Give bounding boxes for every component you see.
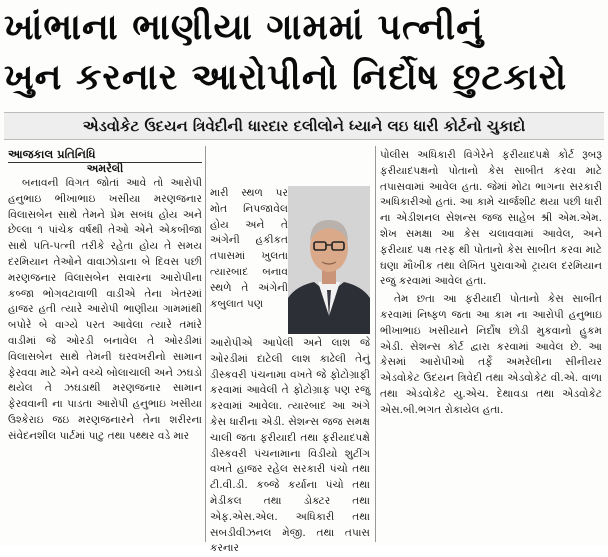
column-1-text: બનાવની વિગત જોતાં આવે તો આરોપી હનુભાઇ ભીખાભાઇ ખસીયા મરણજનાર વિલાસબેન સાથે તેમને પ્રેમ સબંધ હોય અને છેલ્લા ૧ પાંચેક વર્ષથી તેઓ એને એકબીજા સાથે પતિ-પત્ની તરીકે રહેતા હોય તે સમય દરમિયાન તેઓને વાવાઝોડાના બે દિવસ પછી મરણજનાર વિલાસબેન સવારના આરોપીના કબ્જા ભોગવટાવાળી વાડીએ તેના ખેતરમાં હાજર હતી ત્યારે આરોપી ભાણીયા ગામમાંથી બપોરે બે વાગ્યે પરત આવેલા ત્યારે તમાંરે વાડીમાં જે ઓરડી બનાવેલ તે ઓરડીમાં વિલાસબેન સાથે તેમની ઘરવખરીનો સામાન ફેરવવા માટે એને વચ્ચે બોલાચાલી અને ઝઘડો થયેલ તે ઝઘડાથી મરણજનાર સામાન ફેરવવાની ના પાડતા આરોપી હનુભાઇ ખસીયા ઉશ્કેરાઇ જઇ મરણજનારને તેના શરીરના સંવેદનશીલ પાર્ટમાં પાટુ તથા પથ્થર વડે માર (8, 177, 202, 442)
dateline: અમરેલી (86, 162, 124, 175)
column-3-text: આરોપીએ આપેલી અને લાશ જે ઓરડીમાં દાટેલી લાશ કાઢેલી તેનું ડીસ્કવરી પંચનામા વખતે જે ફોટોગ્રાફી કરવામાં આવેલી તે ફોટોગ્રાફ પણ રજુ કરવામાં આવેલા. ત્યારબાદ આ અંગે કેસ ધારીના એડી. સેશન્સ જજ સમક્ષ ચાલી જતા ફરીયાદી તથા ફરીયાદપક્ષે ડીસ્કવરી પંચનામાના વિડીયો શુટીંગ વખતે હાજર રહેલ સરકારી પંચો તથા ટી.વી.ડી. કબ્જે કર્યાના પંચો તથા મેડીકલ તથા ડોક્ટર તથા એફ.એસ.એલ. અધિકારી તથા સબડીવીઝનલ મેજી. તથા તપાસ કરનાર (210, 337, 370, 555)
article-column-2 (210, 186, 288, 336)
column-divider-1 (205, 146, 206, 542)
subheadline: એડવોકેટ ઉદયન ત્રિવેદીની ધારદાર દલીલોને ધ્યાને લઇ ધારી કોર્ટનો ચુકાદો (4, 112, 604, 140)
column-paragraph: તેમ છતા આ ફરીયાદી પોતાનો કેસ સાબીત કરવામાં નિષ્ફળ જતા આ કામ ના આરોપી હનુભાઇ ભીખાભાઇ ખસીયાને નિર્દોષ છોડી મુકવાનો હુકમ એડી. સેશન્સ કોર્ટ દ્વારા કરવામાં આવેલ છે. આ કેસમાં આરોપીઓ તર્ફે અમરેલીના સીનીયર એડવોકેટ ઉદયન ત્રિવેદી તથા એડવોકેટ વી.એ. વાળા તથા એડવોકેટ યુ.એચ. દેથાવડા તથા એડવોકેટ એસ.બી.ભગત રોકાયેલ હતા. (380, 293, 602, 416)
article-column-3 (210, 336, 370, 555)
article-column-1 (8, 176, 202, 542)
byline: આજકાલ પ્રતિનિધિ (8, 146, 202, 163)
headline-line-2: ખુન કરનાર આરોપીનો નિર્દોષ છુટકારો (4, 57, 568, 98)
column-2-text: મારી સ્થળ પર મોત નિપજાવેલ હોય અને તે અંગેની હકીકત તપાસમાં ખુલતા ત્યારબાદ બનાવ સ્થળે તે અંગેની કબુલાત પણ (210, 187, 288, 310)
column-4-text: પોલીસ અધિકારી વિગેરેને ફરીયાદપક્ષે કોર્ટ રૂબરૂ ફરીયાદપક્ષનો પોતાનો કેસ સાબીત કરવા માટે તપાસવામાં આવેલ હતા. જેમાં મોટા ભાગના સરકારી અધિકારીઓ હતાં. આ કામે ચાર્જશીટ થયા પછી ધારી ના એડીશનલ સેશન્સ જજ સાહેબ શ્રી એમ.એમ. શેખ સમક્ષા આ કેસ ચલાવવામાં આવેલ, અને ફરીયાદ પક્ષ તરફ થી પોતાનો કેસ સાબીત કરવા માટે ઘણા મૌખીક તથા લેખિત પુરાવાઓ ટ્રાયલ દરમિયાન રજુ કરવામાં આવેલ હતા. (380, 149, 602, 288)
portrait-icon (288, 186, 370, 334)
portrait-photo (288, 186, 370, 334)
column-divider-2 (375, 146, 376, 542)
article-column-4 (380, 148, 602, 544)
headline-line-1: ખાંભાના ભાણીયા ગામમાં પત્નીનું (4, 7, 484, 48)
